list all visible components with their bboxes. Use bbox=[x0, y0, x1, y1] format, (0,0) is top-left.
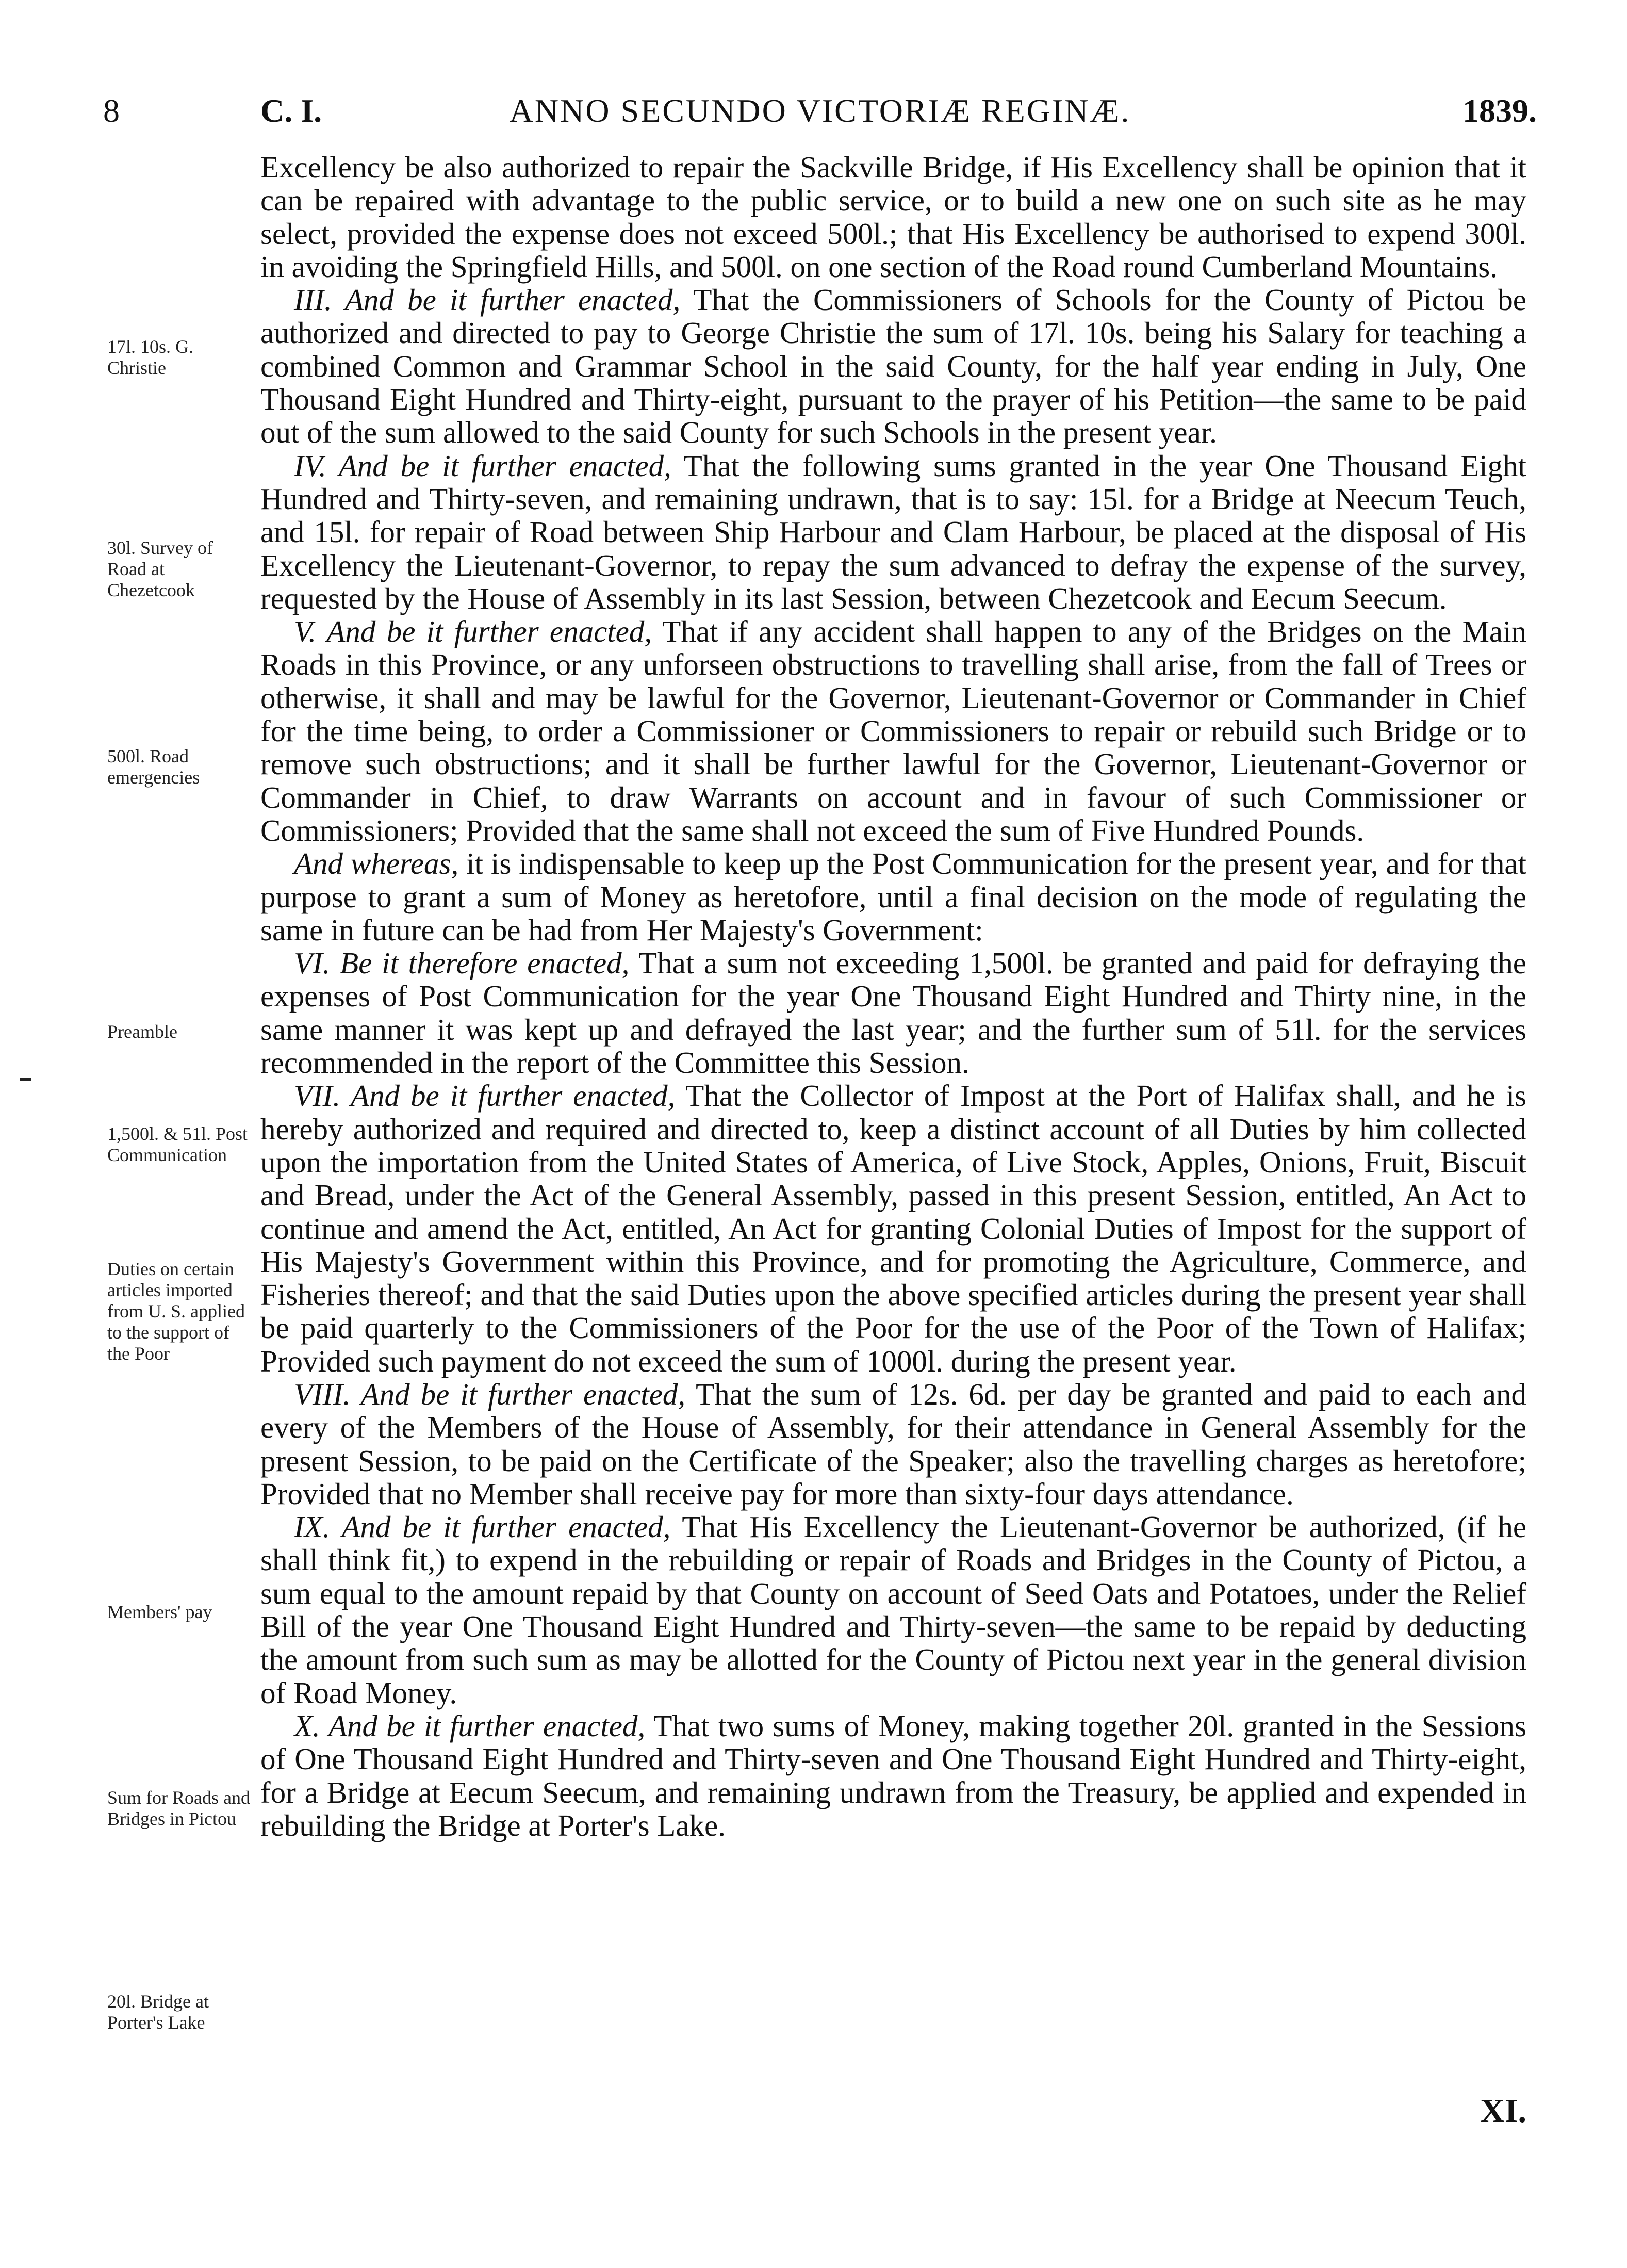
paragraph-text: That the following sums granted in the year One Thousand Eight Hundred and Thirty-seven, and remaining undrawn, that is to say: 15l. for a Bridge at Neecum Teuch, and 15l. for repair of Road between Ship Harbour and Clam Harbour, be placed at the disposal of His Excellency the Lieutenant-Governor, to repay the sum advanced to defray the expense of the survey, requested by the House of Assembly in its last Session, between Chezetcook and Eecum Seecum. bbox=[260, 448, 1526, 615]
margin-note-pictou: Sum for Roads and Bridges in Pictou bbox=[107, 1787, 250, 1829]
section-lead: III. And be it further enacted, bbox=[294, 283, 681, 317]
paragraph-text: That the sum of 12s. 6d. per day be granted and paid to each and every of the Members of the House of Assembly, for their attendance in General Assembly for the present Session, to be paid on the Certificate of the Speaker; also the travelling charges as heretofore; Provided that no Member shall receive pay for more than sixty-four days attendance. bbox=[260, 1377, 1526, 1511]
catchword: XI. bbox=[1480, 2092, 1526, 2130]
page-number: 8 bbox=[103, 92, 120, 129]
section-iv bbox=[260, 449, 1526, 615]
margin-note-christie: 17l. 10s. G. Christie bbox=[107, 336, 194, 378]
margin-note-preamble: Preamble bbox=[107, 1021, 177, 1042]
margin-note-duties: Duties on certain articles imported from U. S. applied to the support of the Poor bbox=[107, 1259, 245, 1364]
section-vi bbox=[260, 947, 1526, 1079]
paragraph-text: Excellency be also authorized to repair the Sackville Bridge, if His Excellency shall be opinion that it can be repaired with advantage to the public service, or to build a new one on such site as he may select, provided the expense does not exceed 500l.; that His Excellency be authorised to expend 300l. in avoiding the Springfield Hills, and 500l. on one section of the Road round Cumberland Mountains. bbox=[260, 150, 1526, 284]
section-lead: VIII. And be it further enacted, bbox=[294, 1377, 686, 1411]
section-lead: VII. And be it further enacted, bbox=[294, 1079, 676, 1113]
section-lead: V. And be it further enacted, bbox=[294, 614, 652, 649]
section-lead: And whereas, bbox=[294, 846, 459, 881]
preamble bbox=[260, 847, 1526, 947]
section-lead: VI. Be it therefore enacted, bbox=[294, 946, 630, 981]
page-header bbox=[103, 88, 1537, 134]
section-continuation bbox=[260, 151, 1526, 283]
section-ix bbox=[260, 1510, 1526, 1709]
section-vii bbox=[260, 1079, 1526, 1378]
paragraph-text: That His Excellency the Lieutenant-Governor be authorized, (if he shall think fit,) to expend in the rebuilding or repair of Roads and Bridges in the County of Pictou, a sum equal to the amount repaid by that County on account of Seed Oats and Potatoes, under the Relief Bill of the year One Thousand Eight Hundred and Thirty-seven—the same to be repaid by deducting the amount from such sum as may be allotted for the County of Pictou next year in the general division of Road Money. bbox=[260, 1510, 1527, 1710]
running-title: ANNO SECUNDO VICTORIÆ REGINÆ. bbox=[509, 92, 1131, 129]
section-x bbox=[260, 1709, 1526, 1842]
paragraph-text: That the Commissioners of Schools for the County of Pictou be authorized and directed to pay to George Christie the sum of 17l. 10s. being his Salary for teaching a combined Common and Grammar School in the said County, for the half year ending in July, One Thousand Eight Hundred and Thirty-eight, pursuant to the prayer of his Petition—the same to be paid out of the sum allowed to the said County for such Schools in the present year. bbox=[260, 283, 1526, 450]
section-iii bbox=[260, 283, 1526, 449]
paragraph-text: That a sum not exceeding 1,500l. be granted and paid for defraying the expenses of Post Communication for the year One Thousand Eight Hundred and Thirty nine, in the same manner it was kept up and defrayed the last year; and the further sum of 51l. for the services recommended in the report of the Committee this Session. bbox=[260, 946, 1526, 1080]
section-v bbox=[260, 615, 1526, 847]
margin-note-members-pay: Members' pay bbox=[107, 1602, 212, 1622]
margin-mark bbox=[20, 1078, 31, 1081]
margin-note-porters-lake: 20l. Bridge at Porter's Lake bbox=[107, 1991, 209, 2033]
paragraph-text: it is indispensable to keep up the Post Communication for the present year, and for that purpose to grant a sum of Money as heretofore, until a final decision on the mode of regulating the same in future can be had from Her Majesty's Government: bbox=[260, 846, 1526, 947]
margin-note-road-emergencies: 500l. Road emergencies bbox=[107, 746, 200, 788]
section-lead: IV. And be it further enacted, bbox=[294, 448, 671, 483]
statute-text bbox=[260, 151, 1526, 1842]
margin-note-post-communication: 1,500l. & 51l. Post Communication bbox=[107, 1123, 248, 1165]
section-viii bbox=[260, 1378, 1526, 1510]
section-lead: IX. And be it further enacted, bbox=[294, 1510, 671, 1544]
section-lead: X. And be it further enacted, bbox=[294, 1708, 646, 1743]
margin-note-survey: 30l. Survey of Road at Chezetcook bbox=[107, 537, 213, 600]
paragraph-text: That two sums of Money, making together 20l. granted in the Sessions of One Thousand Eight Hundred and Thirty-seven and One Thousand Eight Hundred and Thirty-eight, for a Bridge at Eecum Seecum, and remaining undrawn from the Treasury, be applied and expended in rebuilding the Bridge at Porter's Lake. bbox=[260, 1708, 1526, 1842]
paragraph-text: That if any accident shall happen to any of the Bridges on the Main Roads in this Province, or any unforseen obstructions to travelling shall arise, from the fall of Trees or otherwise, it shall and may be lawful for the Governor, Lieutenant-Governor or Commander in Chief for the time being, to order a Commissioner or Commissioners to repair or rebuild such Bridge or to remove such obstructions; and it shall be further lawful for the Governor, Lieutenant-Governor or Commander in Chief, to draw Warrants on account and in favour of such Commissioner or Commissioners; Provided that the same shall not exceed the sum of Five Hundred Pounds. bbox=[260, 614, 1526, 847]
chapter-label: C. I. bbox=[260, 92, 322, 129]
year-label: 1839. bbox=[1462, 92, 1537, 129]
paragraph-text: That the Collector of Impost at the Port of Halifax shall, and he is hereby authorized and required and directed to, keep a distinct account of all Duties by him collected upon the importation from the United States of America, of Live Stock, Apples, Onions, Fruit, Biscuit and Bread, under the Act of the General Assembly, passed in this present Session, entitled, An Act to continue and amend the Act, entitled, An Act for granting Colonial Duties of Impost for the support of His Majesty's Government within this Province, and for promoting the Agriculture, Commerce, and Fisheries thereof; and that the said Duties upon the above specified articles during the present year shall be paid quarterly to the Commissioners of the Poor for the use of the Poor of the Town of Halifax; Provided such payment do not exceed the sum of 1000l. during the present year. bbox=[260, 1079, 1527, 1378]
